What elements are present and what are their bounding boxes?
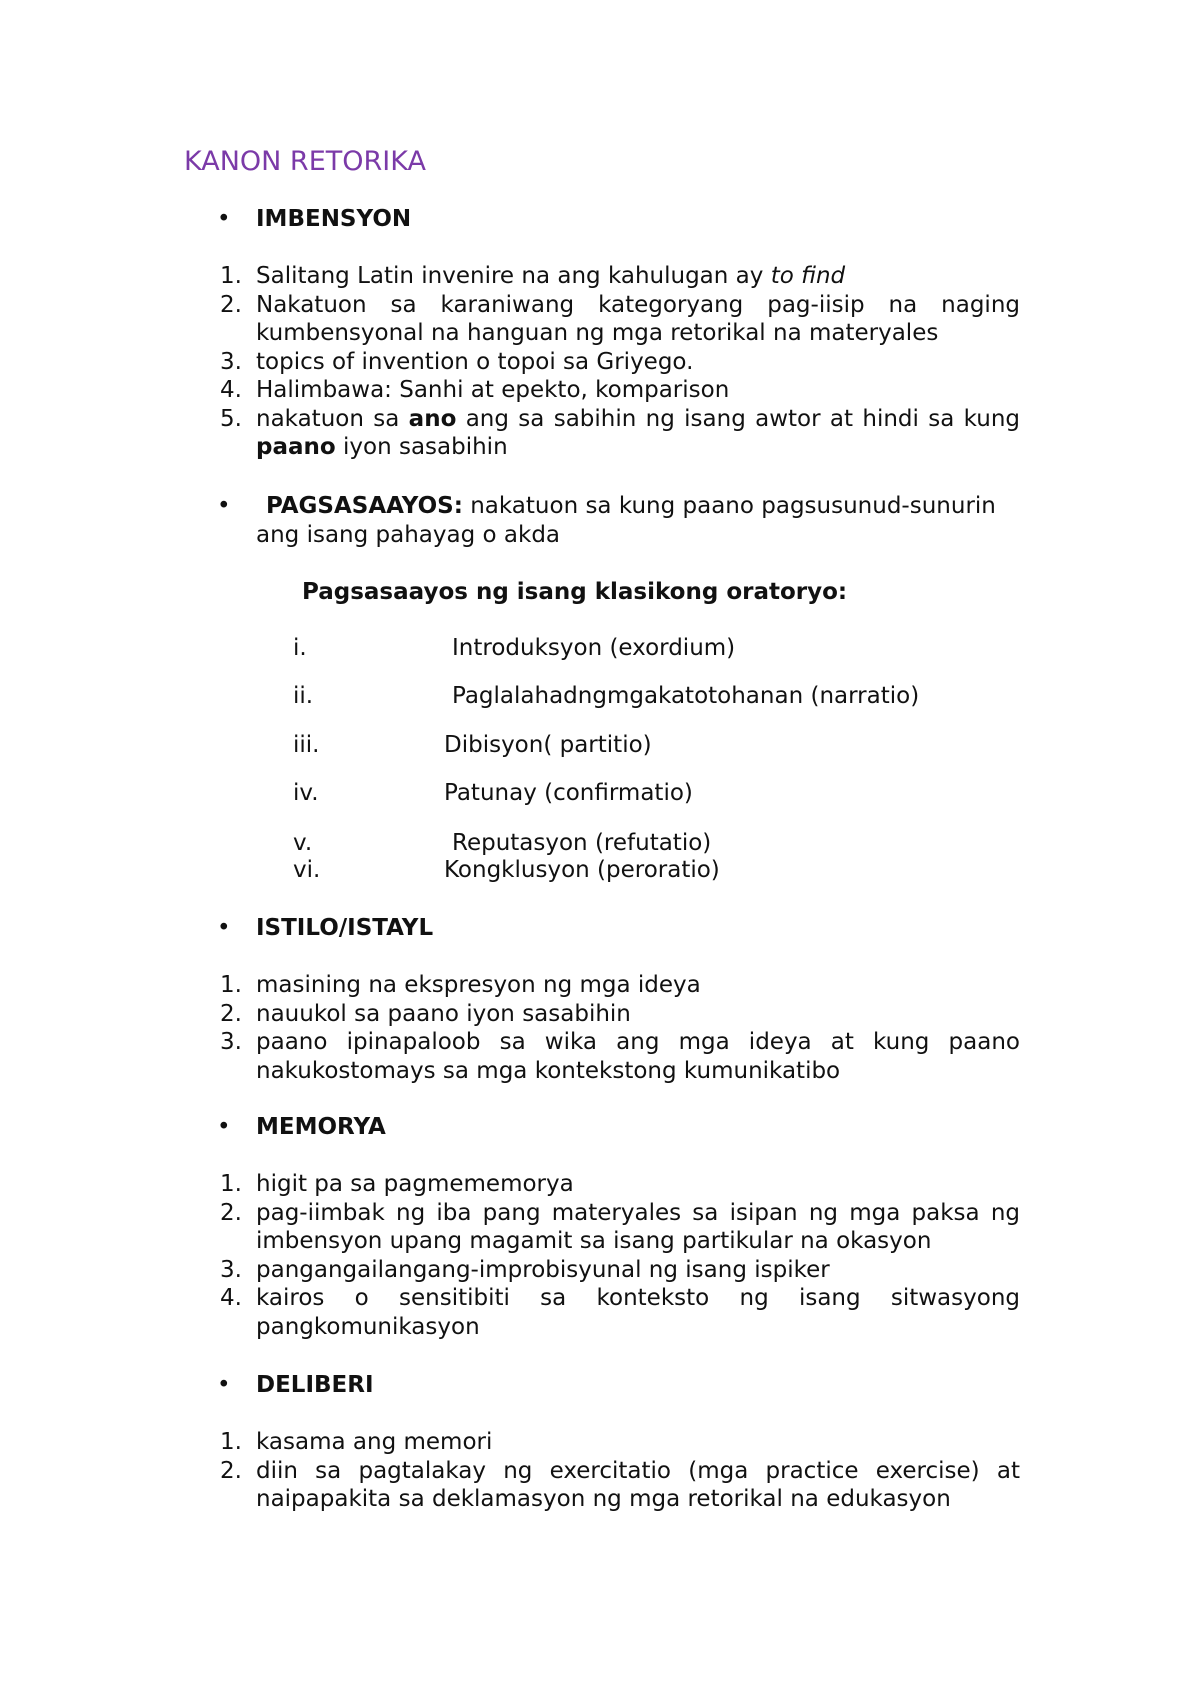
section-istilo bbox=[0, 914, 1200, 1085]
document-title: KANON RETORIKA bbox=[184, 146, 426, 177]
item-text: higit pa sa pagmememorya bbox=[256, 1171, 574, 1197]
list-item bbox=[0, 405, 1200, 462]
item-number: 4. bbox=[220, 377, 242, 403]
list-item bbox=[0, 1170, 1200, 1199]
section-heading-deliberi: DELIBERI bbox=[256, 1372, 374, 1398]
roman-text: Introduksyon (exordium) bbox=[452, 635, 736, 661]
item-number: 1. bbox=[220, 263, 242, 289]
list-item bbox=[0, 1284, 1200, 1341]
bullet-heading bbox=[0, 205, 1200, 235]
item-number: 2. bbox=[220, 1457, 242, 1484]
item-text: pag-iimbak ng iba pang materyales sa isipan ng mga paksa ng imbensyon upang magamit sa isang partikular na okasyon bbox=[256, 1199, 1020, 1254]
heading-bold-text: PAGSASAAYOS: bbox=[266, 493, 463, 519]
bullet-heading bbox=[0, 492, 1200, 550]
item-text: Nakatuon sa karaniwang kategoryang pag-iisip na naging kumbensyonal na hanguan ng mga retorikal na materyales bbox=[256, 291, 1020, 346]
list-item bbox=[0, 971, 1200, 1000]
list-item bbox=[0, 291, 1200, 348]
item-text: masining na ekspresyon ng mga ideya bbox=[256, 972, 701, 998]
heading-description: nakatuon sa kung paano pagsusunud-sunurin ang isang pahayag o akda bbox=[256, 493, 996, 548]
roman-text: Kongklusyon (peroratio) bbox=[444, 857, 720, 883]
item-text: nauukol sa paano iyon sasabihin bbox=[256, 1000, 631, 1027]
roman-text: Paglalahadngmgakatotohanan (narratio) bbox=[452, 683, 920, 709]
section-heading-imbensyon: IMBENSYON bbox=[256, 206, 412, 232]
section-memorya bbox=[0, 1113, 1200, 1341]
bullet-icon: • bbox=[217, 1114, 231, 1140]
section-imbensyon bbox=[0, 205, 1200, 462]
item-text: ang sa sabihin ng isang awtor at hindi sa kung bbox=[456, 405, 1021, 432]
roman-text: Dibisyon( partitio) bbox=[444, 732, 652, 758]
section-pagsasaayos bbox=[0, 492, 1200, 550]
item-bold-text: ano bbox=[408, 405, 457, 432]
roman-text: Patunay (confirmatio) bbox=[444, 780, 693, 806]
item-italic-text: to find bbox=[770, 263, 846, 289]
list-item bbox=[0, 1000, 1200, 1029]
item-bold-text: paano bbox=[256, 434, 336, 460]
item-text: iyon sasabihin bbox=[335, 434, 508, 460]
item-number: 2. bbox=[220, 1199, 242, 1226]
bullet-icon: • bbox=[217, 206, 231, 232]
item-text: pangangailangang-improbisyunal ng isang ispiker bbox=[256, 1256, 830, 1283]
list-item bbox=[0, 1428, 1200, 1457]
bullet-heading bbox=[0, 914, 1200, 944]
item-number: 3. bbox=[220, 348, 242, 375]
memorya-list bbox=[0, 1170, 1200, 1341]
list-item bbox=[0, 262, 1200, 291]
istilo-list bbox=[0, 971, 1200, 1085]
bullet-icon: • bbox=[217, 493, 231, 519]
roman-numeral: ii. bbox=[293, 683, 314, 709]
item-text: nakatuon sa bbox=[256, 405, 409, 432]
item-number: 2. bbox=[220, 291, 242, 318]
section-heading-pagsasaayos bbox=[256, 492, 1020, 549]
roman-numeral: v. bbox=[293, 830, 313, 856]
deliberi-list bbox=[0, 1428, 1200, 1514]
list-item bbox=[0, 348, 1200, 377]
item-text: Halimbawa: Sanhi at epekto, komparison bbox=[256, 377, 730, 403]
roman-numeral: iii. bbox=[293, 732, 320, 758]
list-item bbox=[0, 1457, 1200, 1514]
item-text: topics of invention o topoi sa Griyego. bbox=[256, 348, 694, 375]
bullet-icon: • bbox=[217, 1372, 231, 1398]
item-text: kasama ang memori bbox=[256, 1429, 493, 1455]
imbensyon-list bbox=[0, 262, 1200, 462]
roman-numeral: i. bbox=[293, 635, 307, 661]
section-heading-istilo: ISTILO/ISTAYL bbox=[256, 915, 434, 941]
list-item bbox=[0, 1256, 1200, 1285]
bullet-heading bbox=[0, 1113, 1200, 1143]
item-number: 4. bbox=[220, 1285, 242, 1311]
item-number: 1. bbox=[220, 1429, 242, 1455]
roman-numeral: iv. bbox=[293, 780, 319, 806]
subheading-klasikong-oratoryo: Pagsasaayos ng isang klasikong oratoryo: bbox=[302, 579, 848, 605]
list-item bbox=[0, 376, 1200, 405]
item-number: 1. bbox=[220, 972, 242, 998]
bullet-icon: • bbox=[217, 915, 231, 941]
item-text: kairos o sensitibiti sa konteksto ng isang sitwasyong pangkomunikasyon bbox=[256, 1285, 1020, 1340]
item-number: 1. bbox=[220, 1171, 242, 1197]
item-number: 5. bbox=[220, 405, 242, 432]
item-number: 2. bbox=[220, 1000, 242, 1027]
item-text: diin sa pagtalakay ng exercitatio (mga practice exercise) at naipapakita sa deklamasyon ng mga retorikal na edukasyon bbox=[256, 1457, 1020, 1512]
section-deliberi bbox=[0, 1371, 1200, 1514]
item-number: 3. bbox=[220, 1256, 242, 1283]
section-heading-memorya: MEMORYA bbox=[256, 1114, 386, 1140]
list-item bbox=[0, 1028, 1200, 1085]
list-item bbox=[0, 1199, 1200, 1256]
bullet-heading bbox=[0, 1371, 1200, 1401]
item-text: Salitang Latin invenire na ang kahulugan ay bbox=[256, 263, 771, 289]
item-number: 3. bbox=[220, 1029, 242, 1055]
roman-numeral: vi. bbox=[293, 857, 321, 883]
item-text: paano ipinapaloob sa wika ang mga ideya at kung paano nakukostomays sa mga kontekstong kumunikatibo bbox=[256, 1029, 1020, 1084]
roman-text: Reputasyon (refutatio) bbox=[452, 830, 712, 856]
